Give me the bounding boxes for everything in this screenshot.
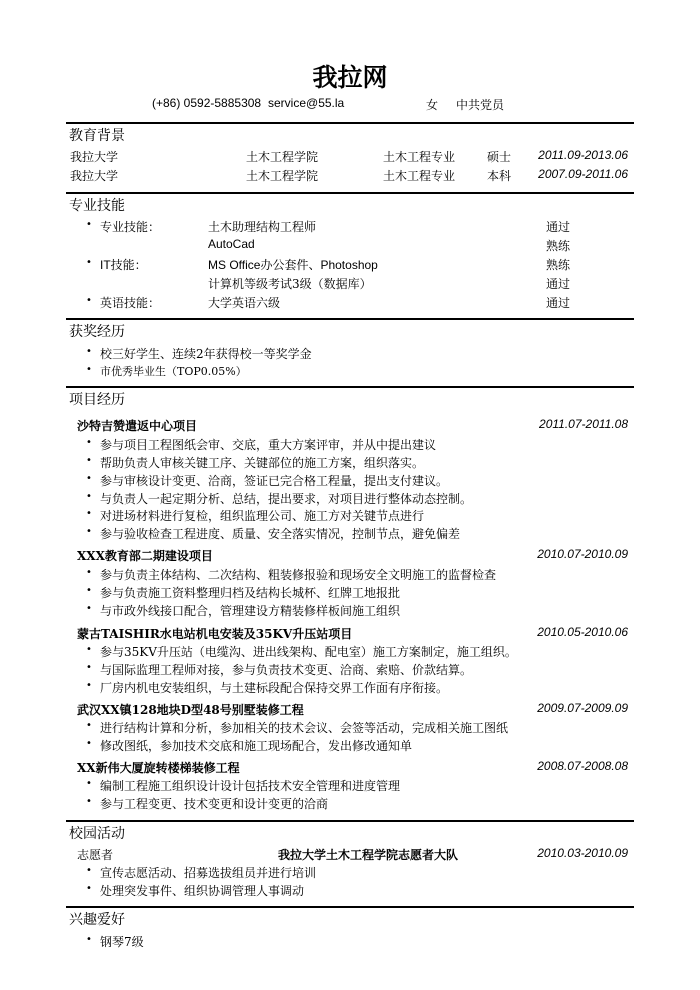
section-divider <box>66 192 634 194</box>
project-date: 2009.07-2009.09 <box>537 701 628 715</box>
campus-duty: • 宣传志愿活动、招募选拔组员并进行培训 <box>86 865 317 880</box>
project-duty: • 参与负责施工资料整理归档及结构长城杯、红牌工地报批 <box>86 585 401 600</box>
project-duty: • 进行结构计算和分析，参加相关的技术会议、会签等活动，完成相关施工图纸 <box>86 720 509 735</box>
project-duty: • 对进场材料进行复检，组织监理公司、施工方对关键节点进行 <box>86 508 425 523</box>
campus-role: 志愿者 <box>77 848 114 862</box>
award-item: • 市优秀毕业生（TOP0.05%） <box>86 364 247 378</box>
awards-title: 获奖经历 <box>69 324 125 340</box>
project-duty: • 编制工程施工组织设计设计包括技术安全管理和进度管理 <box>86 778 401 793</box>
edu-college: 土木工程学院 <box>246 169 319 183</box>
project-duty: • 修改图纸，参加技术交底和施工现场配合，发出修改通知单 <box>86 738 413 753</box>
skill-item: AutoCad <box>208 237 255 251</box>
section-divider <box>66 122 634 124</box>
section-divider <box>66 386 634 388</box>
project-name: 蒙古TAISHIR水电站机电安装及35KV升压站项目 <box>77 627 353 641</box>
edu-degree: 硕士 <box>487 150 512 164</box>
campus-org: 我拉大学土木工程学院志愿者大队 <box>278 848 459 862</box>
skill-category: • IT技能： <box>86 257 147 272</box>
project-duty: • 帮助负责人审核关键工序、关键部位的施工方案，组织落实。 <box>86 455 425 470</box>
section-divider <box>66 318 634 320</box>
project-duty: • 参与审核设计变更、洽商，签证已完合格工程量，提出支付建议。 <box>86 473 449 488</box>
project-date: 2010.07-2010.09 <box>537 547 628 561</box>
project-duty: • 参与负责主体结构、二次结构、粗装修报验和现场安全文明施工的监督检查 <box>86 567 497 582</box>
projects-title: 项目经历 <box>69 392 125 408</box>
campus-date: 2010.03-2010.09 <box>537 846 628 860</box>
campus-title: 校园活动 <box>69 826 125 842</box>
hobby-item: • 钢琴7级 <box>86 934 144 949</box>
skill-item: 大学英语六级 <box>208 296 281 310</box>
edu-date: 2007.09-2011.06 <box>538 167 628 181</box>
project-date: 2011.07-2011.08 <box>539 417 628 431</box>
project-name: XXX教育部二期建设项目 <box>77 549 213 563</box>
candidate-name: 我拉网 <box>312 63 388 92</box>
phone: (+86) 0592-5885308 <box>152 96 262 110</box>
project-name: 沙特吉赞遣返中心项目 <box>77 419 198 433</box>
skills-title: 专业技能 <box>69 198 125 214</box>
project-duty: • 参与35KV升压站（电缆沟、进出线架构、配电室）施工方案制定，施工组织。 <box>86 644 517 659</box>
edu-degree: 本科 <box>487 169 512 183</box>
edu-major: 土木工程专业 <box>383 169 456 183</box>
skill-level: 通过 <box>546 220 571 234</box>
award-item: • 校三好学生、连续2年获得校一等奖学金 <box>86 346 312 361</box>
edu-date: 2011.09-2013.06 <box>538 148 628 162</box>
skill-item: 土木助理结构工程师 <box>208 220 317 234</box>
politics: 中共党员 <box>456 98 505 112</box>
project-name: XX新伟大厦旋转楼梯装修工程 <box>77 761 240 775</box>
section-divider <box>66 906 634 908</box>
project-duty: • 参与验收检查工程进度、质量、安全落实情况，控制节点，避免偏差 <box>86 526 461 541</box>
edu-school: 我拉大学 <box>70 150 119 164</box>
gender: 女 <box>426 98 439 112</box>
project-duty: • 与负责人一起定期分析、总结，提出要求，对项目进行整体动态控制。 <box>86 491 473 506</box>
project-date: 2008.07-2008.08 <box>537 759 628 773</box>
email: service@55.la <box>268 96 345 110</box>
skill-item: MS Office办公套件、Photoshop <box>208 258 378 272</box>
edu-college: 土木工程学院 <box>246 150 319 164</box>
project-duty: • 参与项目工程图纸会审、交底，重大方案评审，并从中提出建议 <box>86 437 437 452</box>
edu-major: 土木工程专业 <box>383 150 456 164</box>
skill-category: • 专业技能： <box>86 219 161 234</box>
skill-level: 熟练 <box>546 239 571 253</box>
project-name: 武汉XX镇128地块D型48号别墅装修工程 <box>77 703 304 717</box>
project-date: 2010.05-2010.06 <box>537 625 628 639</box>
skill-category: • 英语技能： <box>86 295 161 310</box>
edu-school: 我拉大学 <box>70 169 119 183</box>
skill-level: 通过 <box>546 277 571 291</box>
skill-item: 计算机等级考试3级（数据库） <box>208 277 372 291</box>
project-duty: • 厂房内机电安装组织，与土建标段配合保持交界工作面有序衔接。 <box>86 680 449 695</box>
campus-duty: • 处理突发事件、组织协调管理人事调动 <box>86 883 305 898</box>
project-duty: • 与国际监理工程师对接，参与负责技术变更、洽商、索赔、价款结算。 <box>86 662 473 677</box>
skill-level: 通过 <box>546 296 571 310</box>
project-duty: • 参与工程变更、技术变更和设计变更的洽商 <box>86 796 329 811</box>
skill-level: 熟练 <box>546 258 571 272</box>
project-duty: • 与市政外线接口配合，管理建设方精装修样板间施工组织 <box>86 603 401 618</box>
section-divider <box>66 820 634 822</box>
hobbies-title: 兴趣爱好 <box>69 912 125 928</box>
education-title: 教育背景 <box>69 128 125 144</box>
